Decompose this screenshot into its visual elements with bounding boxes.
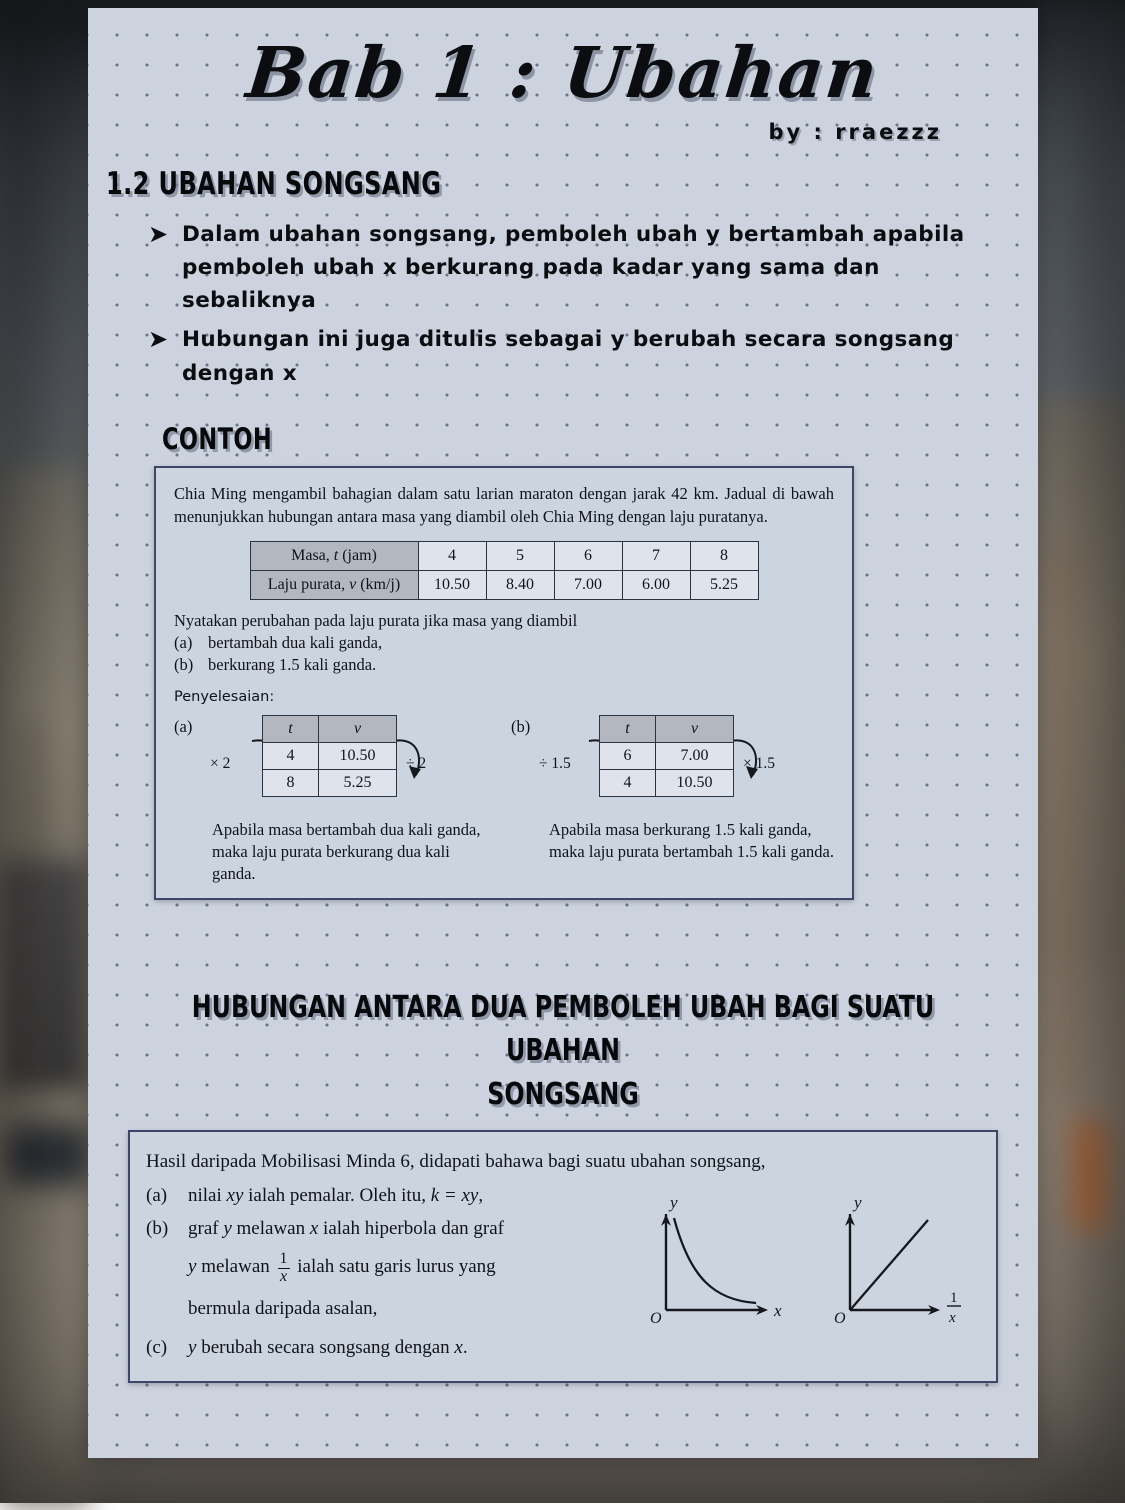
graph2-origin-label: O bbox=[834, 1310, 846, 1327]
operation-left-b: ÷ 1.5 bbox=[539, 755, 571, 773]
list-item bbox=[148, 218, 1008, 318]
item-c-math1: y bbox=[188, 1337, 196, 1358]
graph2-x-label-num: 1 bbox=[950, 1290, 958, 1306]
table-cell: 5 bbox=[486, 541, 554, 570]
table-row-label: Masa, t (jam) bbox=[250, 541, 418, 570]
relation-heading-line2: SONGSANG bbox=[145, 1073, 981, 1117]
graph2-x-label-den: x bbox=[948, 1310, 956, 1326]
item-c-text: berubah secara songsang dengan bbox=[196, 1337, 454, 1358]
author-byline: by : rraezzz bbox=[88, 120, 1038, 144]
item-b-line3: bermula daripada asalan, bbox=[188, 1294, 504, 1323]
data-table bbox=[250, 541, 759, 600]
table-row bbox=[250, 570, 758, 599]
question-item-text: berkurang 1.5 kali ganda. bbox=[208, 654, 376, 676]
example-intro: Chia Ming mengambil bahagian dalam satu larian maraton dengan jarak 42 km. Jadual di bawah menunjukkan hubungan antara masa yang diambil oleh Chia Ming dengan laju puratanya. bbox=[174, 482, 834, 529]
item-label-b: (b) bbox=[146, 1214, 188, 1323]
table-cell: 6 bbox=[554, 541, 622, 570]
item-b-l1y: y bbox=[223, 1218, 231, 1239]
note-page bbox=[88, 8, 1038, 1458]
item-label-c: (c) bbox=[146, 1333, 188, 1362]
mini-header-t: t bbox=[263, 715, 319, 742]
item-b-l2y: y bbox=[188, 1256, 196, 1277]
example-heading: CONTOH bbox=[162, 422, 915, 456]
table-cell: 7 bbox=[622, 541, 690, 570]
table-cell: 7.00 bbox=[656, 742, 734, 769]
operation-right-a: ÷ 2 bbox=[406, 755, 426, 773]
graph-hyperbola bbox=[644, 1192, 794, 1327]
question-block bbox=[174, 610, 834, 677]
table-cell: 10.50 bbox=[319, 742, 397, 769]
graph1-origin-label: O bbox=[650, 1310, 662, 1327]
item-a-math1: xy bbox=[227, 1185, 244, 1206]
table-cell: 10.50 bbox=[418, 570, 486, 599]
item-c-math2: x bbox=[454, 1337, 462, 1358]
solution-note-a: Apabila masa bertambah dua kali ganda, maka laju purata berkurang dua kali ganda. bbox=[174, 819, 497, 886]
item-a-text3: , bbox=[478, 1185, 483, 1206]
question-item bbox=[174, 632, 834, 654]
mini-header-v: v bbox=[319, 715, 397, 742]
question-item bbox=[174, 654, 834, 676]
solution-label: Penyelesaian: bbox=[174, 689, 834, 705]
mini-table-a bbox=[262, 715, 397, 797]
item-c-period: . bbox=[463, 1337, 468, 1358]
table-cell: 5.25 bbox=[319, 769, 397, 796]
item-b-l1a: graf bbox=[188, 1218, 223, 1239]
fraction-denominator: x bbox=[278, 1268, 290, 1286]
table-cell: 5.25 bbox=[690, 570, 758, 599]
mini-table-b bbox=[599, 715, 734, 797]
table-cell: 6.00 bbox=[622, 570, 690, 599]
table-row bbox=[263, 742, 397, 769]
table-row bbox=[263, 715, 397, 742]
table-cell: 8 bbox=[690, 541, 758, 570]
solution-label-b: (b) bbox=[511, 713, 547, 737]
item-b-l2b: ialah satu garis lurus yang bbox=[293, 1256, 496, 1277]
solution-b bbox=[511, 713, 834, 886]
graph2-y-label: y bbox=[852, 1193, 862, 1212]
bullet-list bbox=[148, 218, 1008, 391]
table-cell: 4 bbox=[418, 541, 486, 570]
example-box bbox=[154, 466, 854, 899]
operation-right-b: × 1.5 bbox=[743, 755, 775, 773]
table-row bbox=[600, 715, 734, 742]
solution-columns bbox=[174, 713, 834, 886]
conclusion-item-c bbox=[146, 1333, 976, 1362]
table-row-label: Laju purata, v (km/j) bbox=[250, 570, 418, 599]
item-body-a bbox=[188, 1181, 483, 1210]
item-a-math2: k = xy bbox=[431, 1185, 479, 1206]
table-row bbox=[250, 541, 758, 570]
section-heading: 1.2 UBAHAN SONGSANG bbox=[106, 166, 908, 202]
question-item-label: (a) bbox=[174, 632, 208, 654]
item-body-b bbox=[188, 1214, 504, 1323]
table-row bbox=[600, 769, 734, 796]
bullet-text: Dalam ubahan songsang, pemboleh ubah y bertambah apabila pemboleh ubah x berkurang pada kadar yang sama dan sebaliknya bbox=[182, 218, 982, 318]
table-cell: 7.00 bbox=[554, 570, 622, 599]
relation-heading-line1: HUBUNGAN ANTARA DUA PEMBOLEH UBAH BAGI SUATU UBAHAN bbox=[145, 986, 981, 1073]
arrow-bullet-icon: ➤ bbox=[148, 218, 182, 250]
graph1-y-label: y bbox=[668, 1193, 678, 1212]
fraction-numerator: 1 bbox=[278, 1251, 290, 1268]
operation-left-a: × 2 bbox=[210, 755, 230, 773]
table-cell: 10.50 bbox=[656, 769, 734, 796]
solution-note-b: Apabila masa berkurang 1.5 kali ganda, maka laju purata bertambah 1.5 kali ganda. bbox=[511, 819, 834, 864]
list-item bbox=[148, 323, 1008, 390]
question-item-label: (b) bbox=[174, 654, 208, 676]
mini-header-t: t bbox=[600, 715, 656, 742]
arrow-bullet-icon: ➤ bbox=[148, 323, 182, 355]
bullet-text: Hubungan ini juga ditulis sebagai y berubah secara songsang dengan x bbox=[182, 323, 982, 390]
conclusion-intro: Hasil daripada Mobilisasi Minda 6, didapati bahawa bagi suatu ubahan songsang, bbox=[146, 1148, 976, 1177]
item-a-text1: nilai bbox=[188, 1185, 227, 1206]
item-label-a: (a) bbox=[146, 1181, 188, 1210]
item-b-l1b: melawan bbox=[232, 1218, 310, 1239]
relation-heading bbox=[145, 986, 981, 1117]
page-title: Bab 1 : Ubahan bbox=[84, 36, 1042, 110]
table-cell: 4 bbox=[263, 742, 319, 769]
item-b-l1x: x bbox=[310, 1218, 318, 1239]
solution-a bbox=[174, 713, 497, 886]
solution-label-a: (a) bbox=[174, 713, 210, 737]
fraction-one-over-x bbox=[278, 1251, 290, 1286]
item-b-l1c: ialah hiperbola dan graf bbox=[318, 1218, 504, 1239]
graph-straight-line bbox=[828, 1192, 978, 1327]
item-b-line2 bbox=[188, 1251, 504, 1286]
table-cell: 6 bbox=[600, 742, 656, 769]
item-b-line1 bbox=[188, 1214, 504, 1243]
item-b-l2a: melawan bbox=[196, 1256, 274, 1277]
table-cell: 8 bbox=[263, 769, 319, 796]
table-cell: 8.40 bbox=[486, 570, 554, 599]
conclusion-box bbox=[128, 1130, 998, 1383]
question-stem: Nyatakan perubahan pada laju purata jika masa yang diambil bbox=[174, 610, 834, 632]
mini-header-v: v bbox=[656, 715, 734, 742]
item-body-c bbox=[188, 1333, 468, 1362]
graph1-x-label: x bbox=[773, 1301, 782, 1320]
graph-figures bbox=[644, 1192, 978, 1327]
table-row bbox=[263, 769, 397, 796]
question-item-text: bertambah dua kali ganda, bbox=[208, 632, 382, 654]
item-a-text2: ialah pemalar. Oleh itu, bbox=[243, 1185, 430, 1206]
table-row bbox=[600, 742, 734, 769]
table-cell: 4 bbox=[600, 769, 656, 796]
